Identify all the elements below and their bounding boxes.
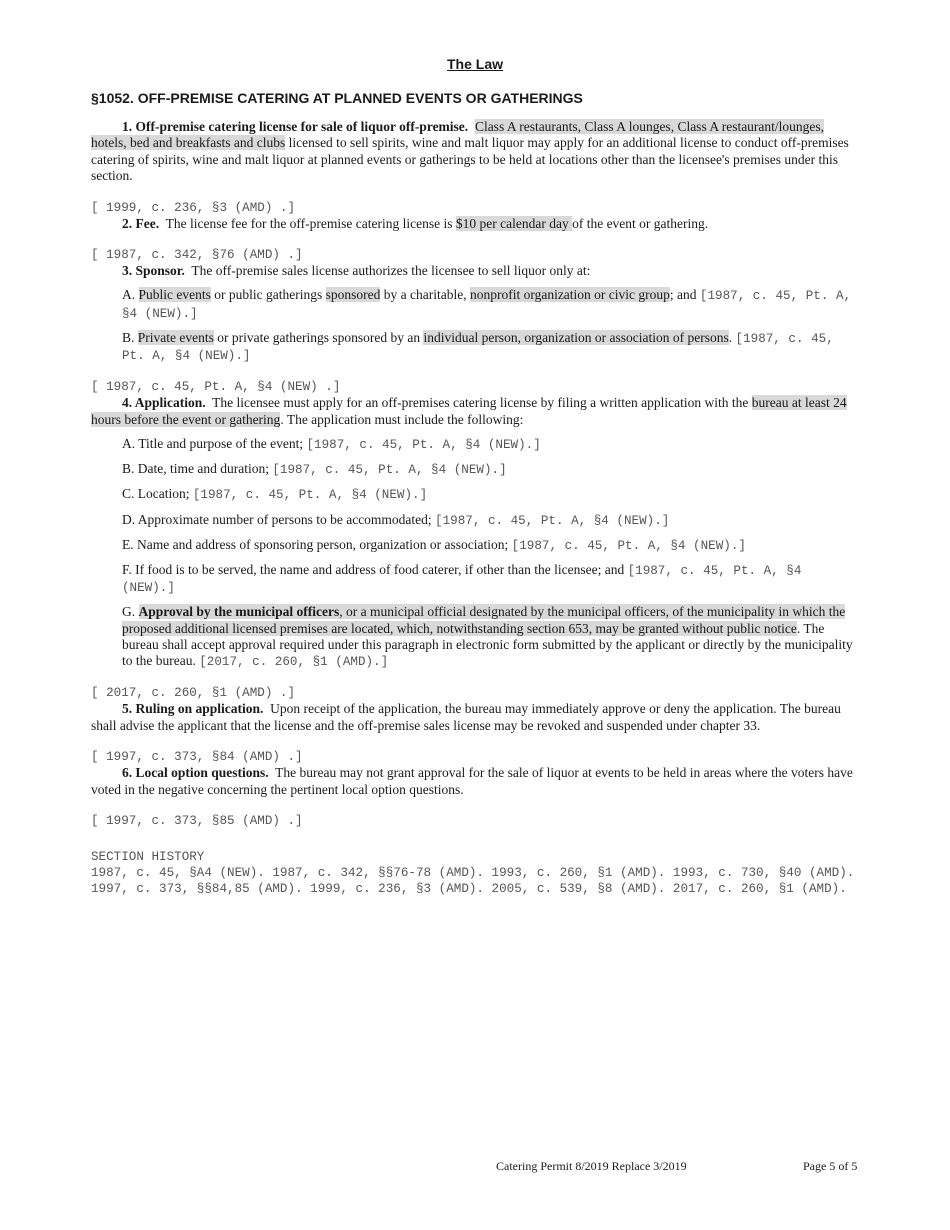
inline-citation: [1987, c. 45, Pt. A, §4 (NEW).]	[511, 538, 746, 553]
paragraph-text: E. Name and address of sponsoring person, organization or association;	[122, 536, 512, 552]
inline-citation: [1987, c. 45, Pt. A, §4 (NEW).]	[435, 513, 670, 528]
highlighted-text: individual person, organization or association of persons	[423, 329, 729, 345]
subsection-heading: Off-premise catering license for sale of liquor off-premise.	[135, 119, 469, 134]
inline-citation: [1987, c. 45, Pt. A, §4 (NEW).]	[192, 488, 428, 503]
subsection-text: Upon receipt of the application, the bureau may immediately approve or deny the application. The bureau shall advise the applicant that the license and the off-premise sales license may be revoked and suspended under chapter 33.	[91, 701, 841, 733]
paragraph-text: .	[728, 329, 736, 345]
subsection-number: 4	[122, 395, 129, 411]
highlighted-text: Private events	[137, 329, 214, 345]
highlighted-text	[122, 604, 845, 635]
inline-citation: [1987, c. 45, Pt. A, §4 (NEW).]	[122, 331, 834, 364]
subsection-3: 3. Sponsor. The off-premise sales license authorizes the licensee to sell liquor only at:	[122, 263, 591, 279]
citation: [ 1987, c. 342, §76 (AMD) .]	[91, 248, 303, 263]
subsection-number: 5	[122, 701, 129, 717]
subsection-text: . The application must include the following:	[280, 411, 524, 427]
section-history-label: SECTION HISTORY	[91, 849, 205, 864]
inline-citation: [1987, c. 45, Pt. A, §4 (NEW).]	[306, 438, 541, 453]
citation: [ 1997, c. 373, §85 (AMD) .]	[91, 813, 303, 828]
subsection-heading: Fee.	[135, 215, 160, 231]
subsection-5: 5. Ruling on application. Upon receipt of the application, the bureau may immediately approve or deny the application. The bureau shall advise the applicant that the license and the off-premise sales license may be revoked and suspended under chapter 33.	[91, 701, 841, 733]
paragraph-text: by a charitable,	[380, 287, 470, 303]
paragraph-text: ; and	[669, 287, 700, 303]
inline-citation: [1987, c. 45, Pt. A, §4 (NEW).]	[122, 564, 802, 596]
section-history	[91, 849, 859, 898]
highlighted-text: Public events	[138, 287, 211, 303]
document-page	[91, 56, 859, 898]
paragraph-text: B. Date, time and duration;	[122, 461, 273, 477]
paragraph-text: or private gatherings sponsored by an	[213, 329, 424, 345]
citation: [ 1999, c. 236, §3 (AMD) .]	[91, 200, 296, 215]
subsection-6: 6. Local option questions. The bureau may not grant approval for the sale of liquor at events to be held in areas where the voters have voted in the negative concerning the pertinent local option questions.	[91, 765, 853, 797]
section-history-text: 1987, c. 45, §A4 (NEW). 1987, c. 342, §§76-78 (AMD). 1993, c. 260, §1 (AMD). 1993, c. 730, §40 (AMD). 1997, c. 373, §§84,85 (AMD). 1999, c. 236, §3 (AMD). 2005, c. 539, §8 (AMD). 2017, c. 260, §1 (AMD).	[91, 866, 855, 897]
subsection-number: 2	[122, 215, 129, 231]
law-title: The Law	[446, 56, 503, 72]
subsection-1: 1. Off-premise catering license for sale of liquor off-premise. Class A restaurants, Class A lounges, Class A restaurant/lounges, hotels, bed and breakfasts and clubs licensed to sell spirits, wine and malt liquor may apply for an additional license to conduct off-premises catering of spirits, wine and malt liquor at planned events or gatherings to be held at locations other than the licensee's premises under this section.	[91, 119, 849, 184]
paragraph-b	[122, 330, 859, 364]
highlighted-text: sponsored	[325, 287, 381, 303]
paragraph-text: F. If food is to be served, the name and address of food caterer, if other than the licensee; and	[122, 562, 628, 578]
subsection-text: The license fee for the off-premise catering license is	[165, 215, 456, 231]
paragraph-letter: B.	[122, 329, 138, 345]
highlighted-text: nonprofit organization or civic group	[469, 287, 670, 303]
paragraph-e	[122, 537, 859, 554]
citation: [ 1997, c. 373, §84 (AMD) .]	[91, 750, 303, 765]
paragraph-text: , or a municipal official designated by the municipal officers, of the municipality in which the proposed additional licensed premises are located, which, notwithstanding section 653, may be granted without public notice	[122, 604, 846, 636]
subsection-number: 3	[122, 263, 129, 279]
footer-document-label: Catering Permit 8/2019 Replace 3/2019	[496, 1159, 687, 1173]
paragraph-letter: A.	[122, 287, 139, 303]
paragraph-a	[122, 436, 859, 453]
section-title: §1052. OFF-PREMISE CATERING AT PLANNED EVENTS OR GATHERINGS	[91, 90, 583, 106]
subsection-text: The off-premise sales license authorizes the licensee to sell liquor only at:	[191, 263, 591, 279]
subsection-heading: Local option questions.	[135, 765, 269, 781]
highlighted-text: Class A restaurants, Class A lounges, Class A restaurant/lounges, hotels, bed and breakfasts and clubs	[91, 119, 825, 151]
inline-citation: [1987, c. 45, Pt. A, §4 (NEW).]	[122, 289, 852, 321]
subsection-heading: Sponsor.	[135, 263, 185, 279]
subsection-number: 1	[122, 119, 129, 134]
subsection-text: The bureau may not grant approval for the sale of liquor at events to be held in areas where the voters have voted in the negative concerning the pertinent local option questions.	[91, 765, 853, 797]
paragraph-d	[122, 512, 859, 529]
subsection-heading: Ruling on application.	[135, 701, 264, 717]
paragraph-text: D. Approximate number of persons to be accommodated;	[122, 511, 436, 527]
paragraph-a	[122, 287, 859, 321]
paragraph-g	[122, 604, 859, 670]
subsection-text: of the event or gathering.	[572, 215, 709, 231]
paragraph-c	[122, 486, 859, 503]
paragraph-text: A. Title and purpose of the event;	[122, 436, 307, 452]
subsection-text: The licensee must apply for an off-premises catering license by filing a written application with the	[212, 395, 752, 411]
subsection-2: 2. Fee. The license fee for the off-premise catering license is $10 per calendar day of the event or gathering.	[122, 215, 709, 231]
citation: [ 2017, c. 260, §1 (AMD) .]	[91, 686, 296, 701]
highlighted-text: bureau at least 24 hours before the event or gathering	[91, 395, 847, 427]
inline-citation: [2017, c. 260, §1 (AMD).]	[199, 655, 389, 670]
subsection-text: licensed to sell spirits, wine and malt liquor may apply for an additional license to conduct off-premises catering of spirits, wine and malt liquor at planned events or gatherings to be held at locations other than the licensee's premises under this section.	[91, 135, 849, 184]
paragraph-letter: G.	[122, 604, 139, 620]
citation: [ 1987, c. 45, Pt. A, §4 (NEW) .]	[91, 380, 341, 395]
highlighted-text: $10 per calendar day	[455, 215, 573, 231]
paragraph-text: . The bureau shall accept approval required under this paragraph in electronic form submitted by the applicant or directly by the municipality to the bureau.	[122, 620, 853, 669]
subsection-4: 4. Application. The licensee must apply for an off-premises catering license by filing a written application with the bureau at least 24 hours before the event or gathering. The application must include the following:	[91, 395, 847, 427]
subsection-heading: Application.	[134, 395, 206, 411]
subsection-number: 6	[122, 765, 129, 781]
paragraph-text: or public gatherings	[210, 287, 326, 303]
footer-page-number: Page 5 of 5	[803, 1159, 858, 1173]
bold-phrase: Approval by the municipal officers	[138, 604, 340, 620]
paragraph-text: C. Location;	[122, 486, 193, 502]
paragraph-f	[122, 562, 859, 596]
inline-citation: [1987, c. 45, Pt. A, §4 (NEW).]	[272, 463, 507, 478]
paragraph-b	[122, 461, 859, 478]
